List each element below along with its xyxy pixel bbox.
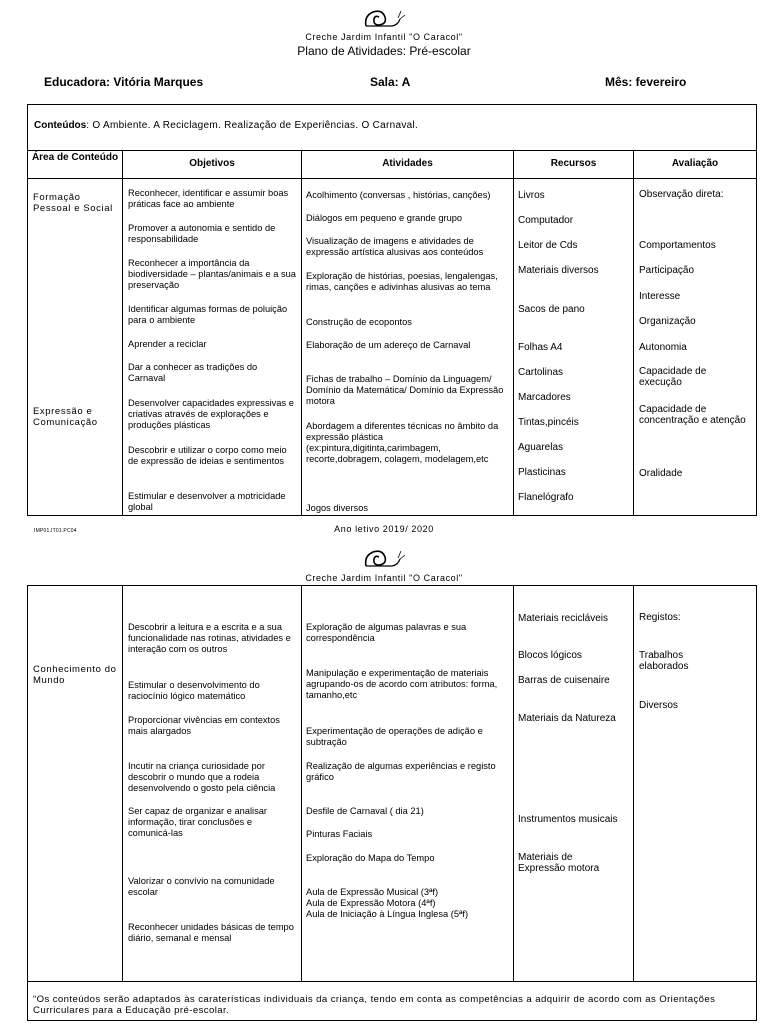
objetivo: Valorizar o convívio na comunidade escolar [128,876,275,897]
atividade: Exploração do Mapa do Tempo [306,853,435,863]
plan-title: Plano de Atividades: Pré-escolar [297,44,471,58]
atividade: Manipulação e experimentação de materiais agrupando-os de acordo com atributos: forma, tamanho,etc [306,668,498,700]
objetivo: Ser capaz de organizar e analisar informação, tirar conclusões e comunicá-las [128,806,268,838]
contents-label: Conteúdos [34,120,87,131]
avaliacao: Observação direta: [639,189,724,200]
atividade: Jogos diversos [306,503,369,513]
month: Mês: fevereiro [605,75,687,89]
objetivo: Estimular o desenvolvimento do raciocínio lógico matemático [128,680,260,701]
atividade: Exploração de histórias, poesias, lengalengas, rimas, canções e adivinhas alusivas ao tema [306,271,498,292]
recurso: Folhas A4 [518,342,563,353]
atividade: Experimentação de operações de adição e subtração [306,726,483,747]
avaliacao: Trabalhos elaborados [639,650,689,672]
objetivo: Estimular e desenvolver a motricidade global [128,491,286,512]
recurso: Materiais diversos [518,265,599,276]
header-area: Área de Conteúdo [31,152,119,163]
atividade: Aula de Iniciação à Língua Inglesa (5ªf) [306,909,469,919]
objetivo: Proporcionar vivências em contextos mais alargados [128,715,280,736]
recurso: Livros [518,190,545,201]
atividade: Desfile de Carnaval ( dia 21) [306,806,424,816]
recurso: Flanelógrafo [518,492,574,503]
objetivo: Descobrir a leitura e a escrita e a sua funcionalidade nas rotinas, atividades e interação com os outros [128,622,291,654]
doc-code: IMP01.IT01.PC04 [34,528,77,534]
school-name: Creche Jardim Infantil "O Caracol" [305,32,463,42]
atividade: Fichas de trabalho – Domínio da Linguagem/ Domínio da Matemática/ Domínio da Expressão motora [306,374,504,406]
atividade: Acolhimento (conversas , histórias, canções) [306,190,491,200]
area-formacao: Formação Pessoal e Social [33,192,113,214]
school-year: Ano letivo 2019/ 2020 [334,524,434,534]
header-recursos: Recursos [550,158,597,169]
avaliacao: Participação [639,265,695,276]
snail-logo [362,546,406,572]
recurso: Tintas,pincéis [518,417,579,428]
avaliacao: Comportamentos [639,240,716,251]
recurso: Instrumentos musicais [518,814,618,825]
contents-text: : O Ambiente. A Reciclagem. Realização de Experiências. O Carnaval. [86,120,419,131]
header-atividades: Atividades [382,158,433,169]
objetivo: Aprender a reciclar [128,339,207,349]
recurso: Leitor de Cds [518,240,578,251]
atividade: Construção de ecopontos [306,317,412,327]
objetivo: Descobrir e utilizar o corpo como meio de expressão de ideias e sentimentos [128,445,287,466]
atividade: Diálogos em pequeno e grande grupo [306,213,463,223]
recurso: Barras de cuisenaire [518,675,610,686]
recurso: Plasticinas [518,467,566,478]
header-objetivos: Objetivos [189,158,235,169]
avaliacao: Autonomia [639,342,687,353]
avaliacao: Capacidade de execução [639,366,707,388]
atividade: Pinturas Faciais [306,829,373,839]
snail-logo [362,6,406,32]
recurso: Aguarelas [518,442,564,453]
room: Sala: A [370,75,411,89]
school-name-page2: Creche Jardim Infantil "O Caracol" [305,573,463,583]
educator: Educadora: Vitória Marques [44,75,204,89]
objetivo: Reconhecer, identificar e assumir boas práticas face ao ambiente [128,188,289,209]
recurso: Computador [518,215,574,226]
objetivo: Reconhecer a importância da biodiversidade – plantas/animais e a sua preservação [128,258,296,290]
area-expressao: Expressão e Comunicação [33,406,98,428]
recurso: Materiais da Natureza [518,713,616,724]
atividade: Abordagem a diferentes técnicas no âmbito da expressão plástica (ex:pintura,digitinta,carimbagem, recorte,dobragem, colagem, modelagem,etc [306,421,499,464]
atividade: Realização de algumas experiências e registo gráfico [306,761,496,782]
recurso: Marcadores [518,392,571,403]
objetivo: Reconhecer unidades básicas de tempo diário, semanal e mensal [128,922,294,943]
atividade: Elaboração de um adereço de Carnaval [306,340,471,350]
avaliacao: Registos: [639,612,681,623]
objetivo: Identificar algumas formas de poluição para o ambiente [128,304,288,325]
avaliacao: Oralidade [639,468,683,479]
avaliacao: Capacidade de concentração e atenção [639,404,746,426]
recurso: Materiais recicláveis [518,613,609,624]
footnote: “Os conteúdos serão adaptados às caraterísticas individuais da criança, tendo em conta as competências a adquirir de acordo com as Orientações Curriculares para a Educação pré-escolar. [33,994,716,1016]
objetivo: Dar a conhecer as tradições do Carnaval [128,362,258,383]
atividade: Aula de Expressão Musical (3ªf) [306,887,439,897]
avaliacao: Diversos [639,700,678,711]
objetivo: Desenvolver capacidades expressivas e criativas através de explorações e produções plásticas [128,398,294,430]
atividade: Visualização de imagens e atividades de expressão artística alusivas aos conteúdos [306,236,484,257]
avaliacao: Interesse [639,291,681,302]
objetivo: Promover a autonomia e sentido de responsabilidade [128,223,276,244]
area-conhecimento: Conhecimento do Mundo [33,664,117,686]
atividade: Exploração de algumas palavras e sua correspondência [306,622,467,643]
recurso: Blocos lógicos [518,650,582,661]
contents-row [34,120,418,131]
recurso: Materiais de Expressão motora [518,852,600,874]
header-avaliacao: Avaliação [671,158,719,169]
recurso: Cartolinas [518,367,564,378]
objetivo: Incutir na criança curiosidade por descobrir o mundo que a rodeia desenvolvendo o gosto pela ciência [128,761,276,793]
avaliacao: Organização [639,316,696,327]
recurso: Sacos de pano [518,304,585,315]
atividade: Aula de Expressão Motora (4ªf) [306,898,436,908]
